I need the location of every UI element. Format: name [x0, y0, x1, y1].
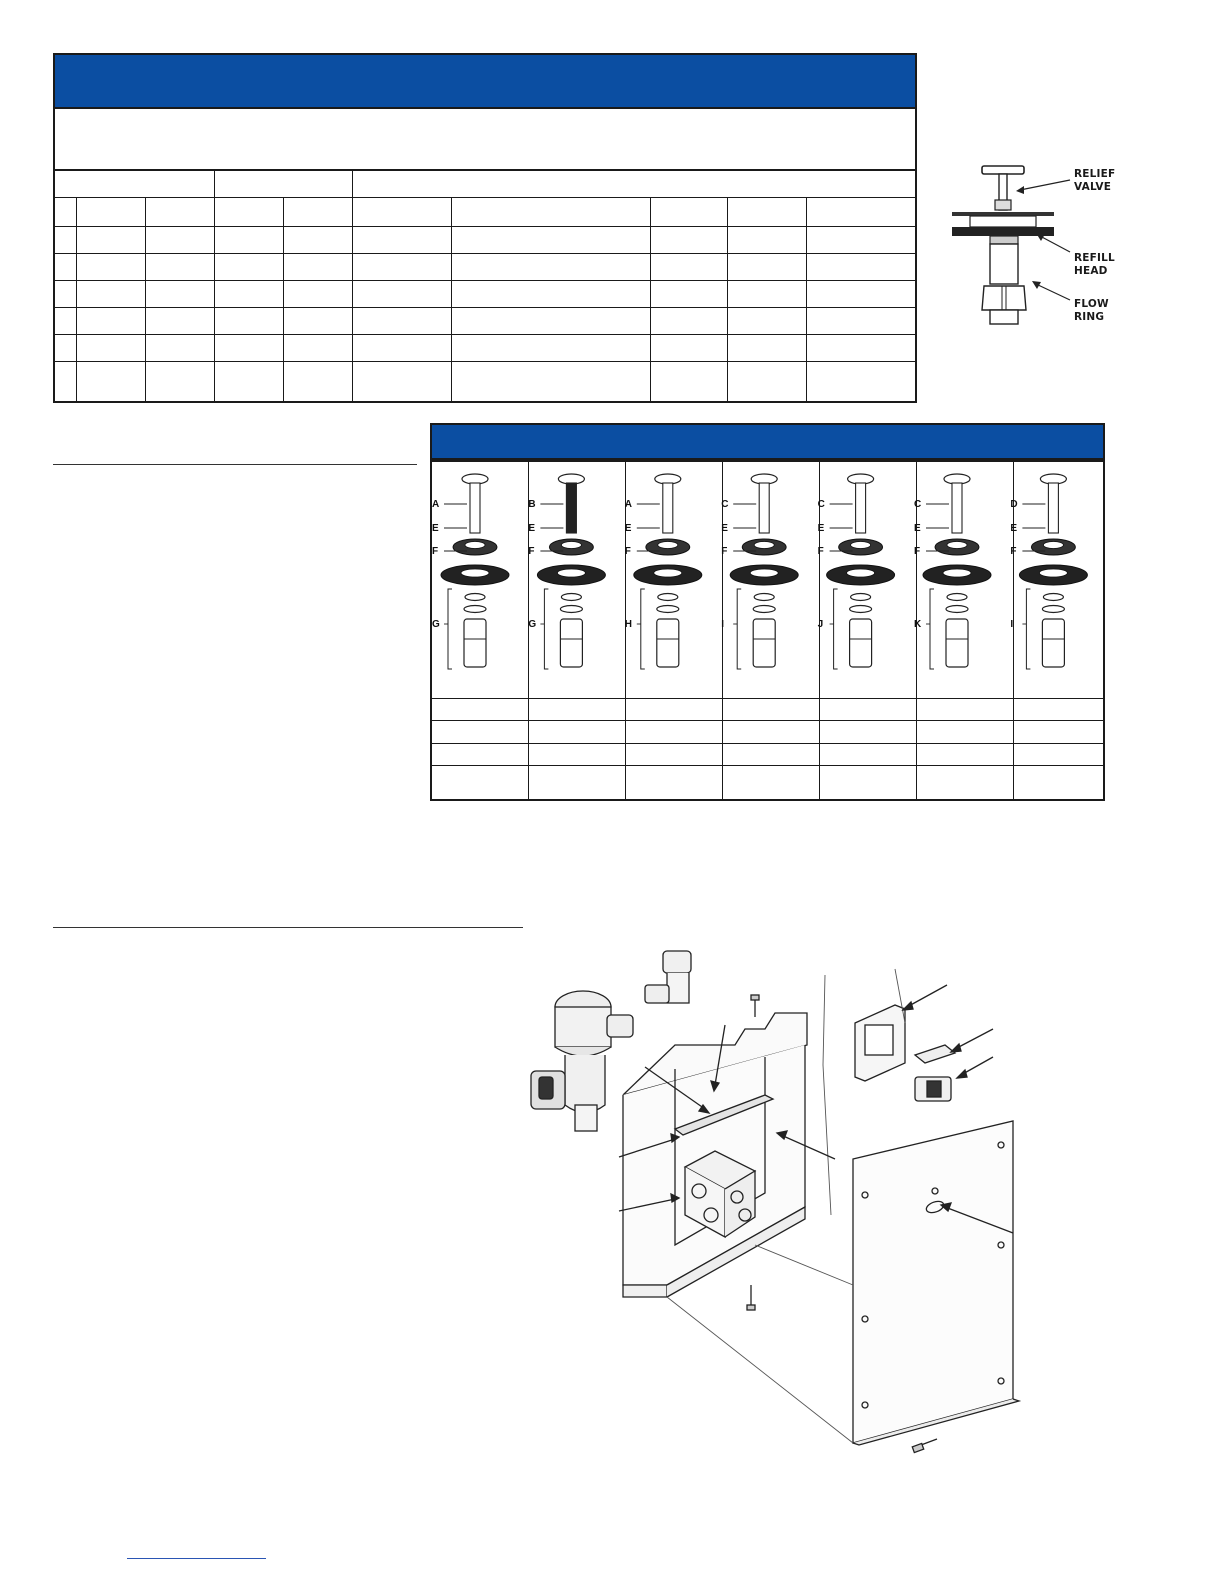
kit-part-letter: C: [721, 499, 729, 510]
spec-table-header-band: [53, 53, 917, 109]
flow-ring: [465, 594, 485, 601]
kit-table-header-band: [430, 423, 1105, 460]
kit-diagram: [721, 474, 798, 669]
refill-head-bore: [1043, 542, 1063, 549]
flange-bore: [461, 569, 489, 577]
kit-part-letter: C: [914, 499, 922, 510]
refill-body: [753, 619, 775, 667]
group-bracket: [641, 589, 645, 669]
kit-diagrams: [430, 461, 1105, 701]
flow-ring-label: FLOW RING: [1074, 298, 1109, 323]
table-row: [54, 307, 916, 334]
kit-part-letter: F: [721, 546, 728, 557]
kit-table: [430, 423, 1105, 801]
kit-part-letter: E: [721, 523, 728, 534]
relief-stem: [952, 483, 962, 533]
column-header: [353, 197, 452, 226]
refill-head-bore: [465, 542, 485, 549]
table-row: [54, 226, 916, 253]
cover-plate: [853, 1121, 1019, 1445]
flow-ring: [561, 594, 581, 601]
relief-stem: [566, 483, 576, 533]
kit-part-letter: B: [528, 499, 536, 510]
kit-diagram: [625, 474, 702, 669]
table-row: [431, 766, 1104, 800]
column-header: [284, 197, 353, 226]
table-row: [54, 361, 916, 402]
flow-ring: [947, 594, 967, 601]
kit-diagram: [818, 474, 895, 669]
section-divider: [53, 464, 417, 465]
flange-bore: [847, 569, 875, 577]
flange-bore: [750, 569, 778, 577]
kit-part-letter: F: [914, 546, 921, 557]
table-row: [431, 743, 1104, 766]
table-row: [54, 253, 916, 280]
kit-part-letter: E: [914, 523, 921, 534]
refill-head-bore: [754, 542, 774, 549]
column-header: [54, 197, 77, 226]
kit-part-letter: J: [817, 619, 824, 630]
refill-head-bore: [658, 542, 678, 549]
angle-stop: [645, 951, 691, 1003]
group-bracket: [834, 589, 838, 669]
o-ring: [464, 606, 486, 613]
kit-part-letter: A: [432, 499, 440, 510]
group-bracket: [930, 589, 934, 669]
kit-part-letter: E: [817, 523, 825, 534]
column-header: [651, 197, 728, 226]
kit-diagram: [1010, 474, 1087, 669]
kit-diagram: [528, 474, 605, 669]
o-ring: [1042, 606, 1064, 613]
group-header-3: [353, 170, 917, 197]
spec-table: [53, 53, 917, 403]
kit-part-letter: F: [528, 546, 535, 557]
flow-ring: [658, 594, 678, 601]
flange-bore: [557, 569, 585, 577]
o-ring: [850, 606, 872, 613]
refill-head-bore: [947, 542, 967, 549]
kit-part-letter: F: [817, 546, 824, 557]
table-row: [431, 698, 1104, 721]
flange-bore: [943, 569, 971, 577]
spec-table-grid: [53, 169, 917, 403]
group-bracket: [737, 589, 741, 669]
footer-link-underline[interactable]: [127, 1558, 266, 1559]
column-header: [146, 197, 215, 226]
o-ring: [753, 606, 775, 613]
solenoid-valve: [531, 991, 633, 1131]
kit-part-letter: D: [1010, 499, 1018, 510]
relief-stem: [856, 483, 866, 533]
o-ring: [946, 606, 968, 613]
transformer: [855, 1005, 955, 1101]
group-header-1: [54, 170, 215, 197]
refill-body: [464, 619, 486, 667]
relief-stem: [470, 483, 480, 533]
section-divider: [53, 927, 523, 928]
flange-bore: [654, 569, 682, 577]
kit-part-letter: F: [624, 546, 631, 557]
table-row: [431, 721, 1104, 744]
o-ring: [560, 606, 582, 613]
kit-diagram: [914, 474, 991, 669]
kit-part-letter: F: [432, 546, 439, 557]
kit-part-letter: E: [1010, 523, 1018, 534]
kit-part-letter: G: [528, 619, 537, 630]
table-row: [54, 334, 916, 361]
kit-part-letter: E: [432, 523, 439, 534]
flange-bore: [1039, 569, 1067, 577]
kit-part-letter: K: [914, 619, 922, 630]
column-header: [77, 197, 146, 226]
table-row: [54, 280, 916, 307]
kit-part-letter: G: [432, 619, 440, 630]
kit-part-letter: E: [624, 523, 632, 534]
relief-stem: [759, 483, 769, 533]
column-header: [807, 197, 917, 226]
valve-diagram: [946, 160, 1116, 340]
column-header: [215, 197, 284, 226]
refill-body: [560, 619, 582, 667]
kit-diagram: [432, 474, 509, 669]
assembly-diagram: [515, 945, 1035, 1455]
kit-part-letter: I: [721, 619, 724, 630]
flow-ring: [851, 594, 871, 601]
group-header-2: [215, 170, 353, 197]
kit-part-letter: A: [624, 499, 633, 510]
refill-head-label: REFILL HEAD: [1074, 252, 1115, 277]
spec-table-description-row: [53, 109, 917, 169]
relief-stem: [1048, 483, 1058, 533]
refill-body: [946, 619, 968, 667]
refill-head-bore: [851, 542, 871, 549]
kit-part-letter: C: [817, 499, 825, 510]
refill-body: [1042, 619, 1064, 667]
group-bracket: [544, 589, 548, 669]
kit-part-letter: I: [1010, 619, 1014, 630]
back-box: [623, 1013, 807, 1297]
refill-body: [850, 619, 872, 667]
o-ring: [657, 606, 679, 613]
kit-part-letter: E: [528, 523, 536, 534]
group-bracket: [1026, 589, 1030, 669]
column-header: [728, 197, 807, 226]
relief-stem: [663, 483, 673, 533]
flow-ring: [754, 594, 774, 601]
group-bracket: [448, 589, 452, 669]
column-header: [452, 197, 651, 226]
flow-ring: [1043, 594, 1063, 601]
refill-body: [657, 619, 679, 667]
relief-valve-label: RELIEF VALVE: [1074, 168, 1116, 193]
kit-part-letter: H: [624, 619, 633, 630]
refill-head-bore: [561, 542, 581, 549]
assembly-illustration: [515, 945, 1035, 1455]
kit-part-letter: F: [1010, 546, 1017, 557]
